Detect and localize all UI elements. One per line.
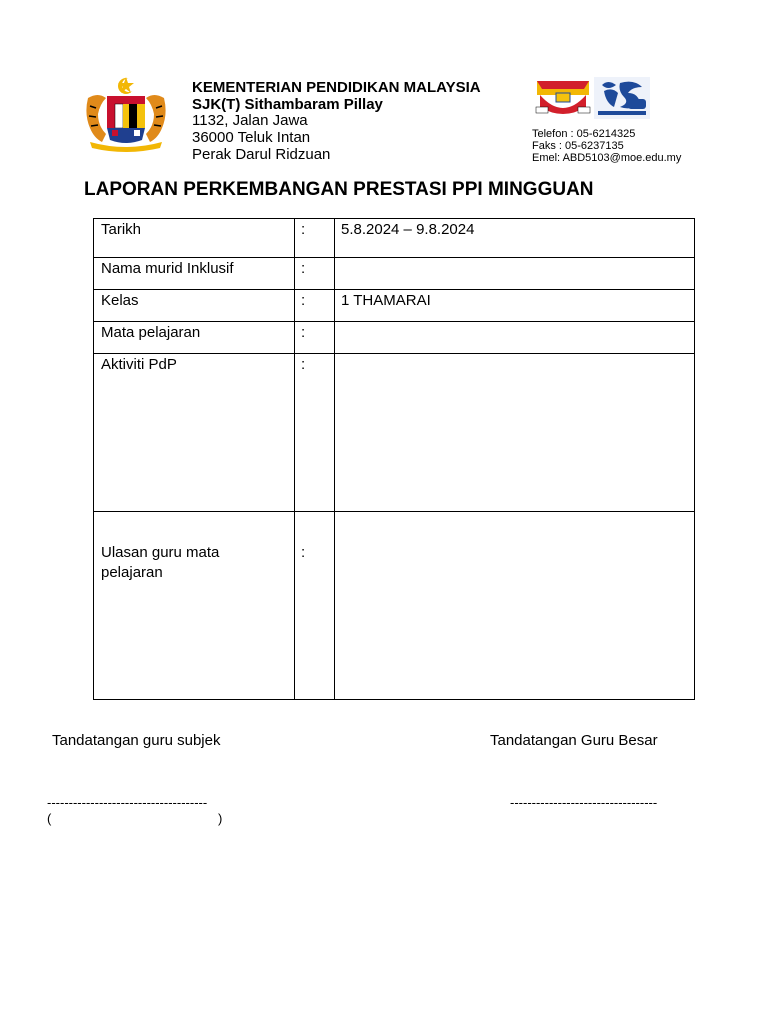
address-line-3: Perak Darul Ridzuan [192, 146, 331, 163]
sep-cell [295, 322, 335, 354]
row-label: Kelas [101, 292, 139, 309]
row-value: 5.8.2024 – 9.8.2024 [341, 221, 475, 238]
row-label: Tarikh [101, 221, 142, 238]
row-separator: : [301, 260, 306, 277]
row-separator: : [301, 292, 306, 309]
report-title: LAPORAN PERKEMBANGAN PRESTASI PPI MINGGUAN [84, 179, 594, 200]
label-cell [94, 258, 295, 290]
label-cell [94, 354, 295, 512]
row-separator: : [301, 324, 306, 341]
sep-cell [295, 258, 335, 290]
headmaster-signature-line[interactable]: ---------------------------------- [510, 795, 658, 810]
row-value [341, 322, 694, 323]
row-value [341, 512, 694, 513]
row-value [341, 258, 694, 259]
name-open-paren: ( [47, 811, 52, 826]
sep-cell [295, 512, 335, 700]
form-row-date [94, 219, 695, 258]
sep-cell [295, 219, 335, 258]
row-label: Mata pelajaran [101, 324, 201, 341]
report-form-table [93, 218, 695, 700]
school-name: SJK(T) Sithambaram Pillay [192, 96, 383, 113]
value-cell[interactable] [335, 219, 695, 258]
address-line-2: 36000 Teluk Intan [192, 129, 311, 146]
address-line-1: 1132, Jalan Jawa [192, 112, 308, 129]
row-value: 1 THAMARAI [341, 292, 431, 309]
form-row-subject [94, 322, 695, 354]
coat-of-arms-icon [80, 76, 172, 154]
value-cell[interactable] [335, 512, 695, 700]
label-cell [94, 322, 295, 354]
school-crest-icon [534, 77, 592, 119]
fax-number: Faks : 05-6237135 [532, 140, 624, 152]
phone-number: Telefon : 05-6214325 [532, 128, 636, 140]
row-label: Nama murid Inklusif [101, 260, 234, 277]
form-row-review [94, 512, 695, 700]
kpm-logo-icon [594, 77, 650, 119]
subject-teacher-signature-label: Tandatangan guru subjek [52, 732, 221, 749]
row-value [341, 354, 694, 355]
row-separator: : [301, 221, 306, 238]
sep-cell [295, 290, 335, 322]
form-row-activity [94, 354, 695, 512]
email-address: Emel: ABD5103@moe.edu.my [532, 152, 682, 164]
name-close-paren: ) [218, 811, 223, 826]
row-separator: : [301, 544, 306, 561]
value-cell[interactable] [335, 258, 695, 290]
row-separator: : [301, 356, 306, 373]
value-cell[interactable] [335, 322, 695, 354]
sep-cell [295, 354, 335, 512]
value-cell[interactable] [335, 354, 695, 512]
label-cell [94, 290, 295, 322]
subject-teacher-signature-line[interactable]: ------------------------------------- [47, 795, 208, 810]
form-row-class [94, 290, 695, 322]
row-label: Ulasan guru mata pelajaran [101, 544, 220, 581]
headmaster-signature-label: Tandatangan Guru Besar [490, 732, 658, 749]
label-cell [94, 219, 295, 258]
form-row-student [94, 258, 695, 290]
row-label: Aktiviti PdP [101, 356, 177, 373]
value-cell[interactable] [335, 290, 695, 322]
ministry-name: KEMENTERIAN PENDIDIKAN MALAYSIA [192, 79, 481, 96]
label-cell [94, 512, 295, 700]
